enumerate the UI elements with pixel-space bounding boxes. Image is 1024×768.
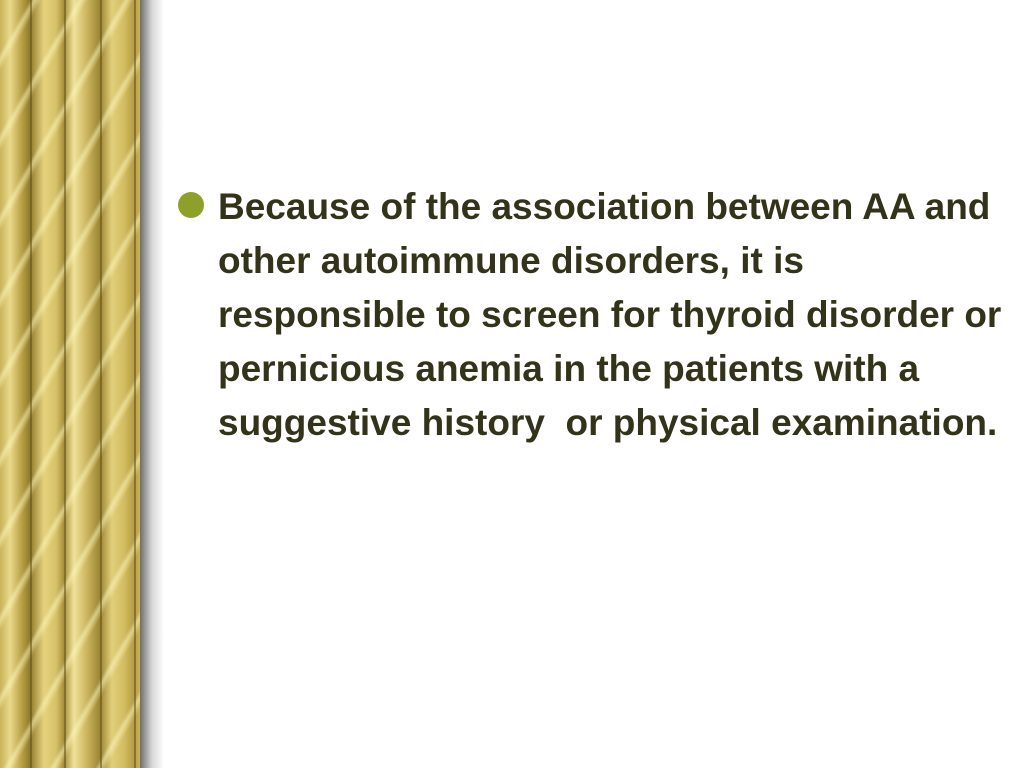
pillar-groove [64, 0, 66, 768]
pillar-groove [100, 0, 102, 768]
gold-pillar-decoration [0, 0, 140, 768]
slide-body [178, 180, 1012, 450]
pillar-shadow [140, 0, 164, 768]
bullet-text: Because of the association between AA and other autoimmune disorders, it is responsible to screen for thyroid disorder or pernicious anemia in the patients with a suggestive history or physical examination. [218, 186, 1012, 443]
bullet-circle-icon [178, 192, 204, 218]
pillar-groove [134, 0, 136, 768]
bullet-item [178, 180, 1012, 450]
pillar-groove [30, 0, 32, 768]
